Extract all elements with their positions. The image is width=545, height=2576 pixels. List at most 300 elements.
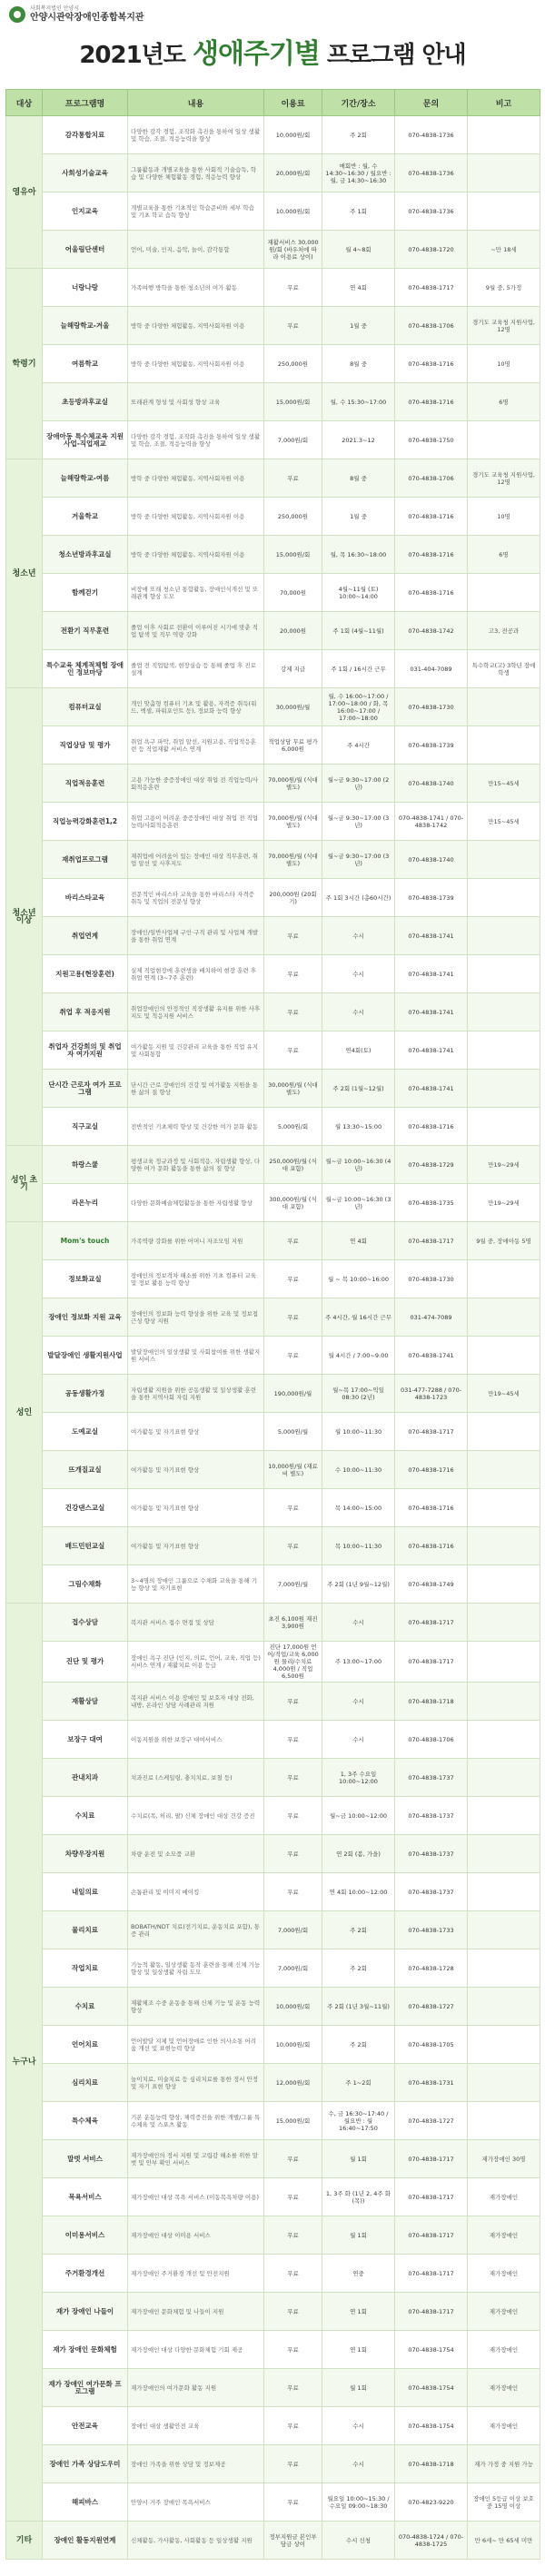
program-note [468, 841, 540, 879]
program-note: 재가장애인 [468, 2293, 540, 2331]
program-period: 주 1회 / 16시간 근무 [322, 650, 395, 688]
program-name: 언어치료 [43, 2026, 128, 2064]
program-note [468, 1108, 540, 1146]
header [0, 0, 545, 89]
table-row [6, 2064, 540, 2102]
table-row [6, 2140, 540, 2178]
program-name: 관내치과 [43, 1759, 128, 1797]
program-note: 경기도 교육청 지원사업, 12명 [468, 459, 540, 498]
table-row [6, 231, 540, 269]
program-name: 심리치료 [43, 2064, 128, 2102]
program-description: 발달장애인의 일상생활 및 사회참여를 위한 생활지원 서비스 [128, 1337, 264, 1375]
category-cell: 기타 [6, 2522, 43, 2560]
program-description: BOBATH/NDT 치료(전기치료, 운동치료 포함), 통증 관리 [128, 1911, 264, 1949]
program-fee: 30,000원/월 [264, 688, 322, 726]
program-name: 재가 장애인 여가문화 프로그램 [43, 2369, 128, 2407]
program-description: 비장애 또래 청소년 통합활동, 장애인식개선 및 또래관계 향상 도모 [128, 574, 264, 612]
program-period: 월~금 9:30~17:00 (3년) [322, 803, 395, 841]
program-contact: 070-4838-1741 / 070-4838-1742 [395, 803, 468, 841]
program-name: 발달장애인 생활지원사업 [43, 1337, 128, 1375]
program-description: 재가장애인 주거환경 개선 및 안전지원 [128, 2255, 264, 2293]
category-cell: 영유아 [6, 116, 43, 269]
program-name: 여름학교 [43, 345, 128, 383]
program-fee: 적업상담 무료 평가 6,000원 [264, 726, 322, 765]
table-row [6, 1184, 540, 1222]
program-fee: 200,000원 (20회기) [264, 879, 322, 917]
program-description: 언어발달 지체 및 언어장애로 인한 의사소통 어려움 개선 및 표현능력 향상 [128, 2026, 264, 2064]
program-contact: 070-4838-1750 [395, 421, 468, 459]
program-fee: 250,000원 [264, 498, 322, 536]
program-contact: 070-4838-1716 [395, 574, 468, 612]
program-name: 특수교육 체계적체험 장애인 정보마당 [43, 650, 128, 688]
program-description: 재취업에 어려움이 있는 장애인 대상 직무훈련, 취업 알선 및 사후지도 [128, 841, 264, 879]
program-period: 수시 [322, 993, 395, 1031]
org-subtitle: 사회복지법인 안양시 [30, 5, 80, 12]
table-row [6, 421, 540, 459]
program-contact: 070-4838-1741 [395, 1031, 468, 1070]
header-target: 대상 [6, 90, 43, 116]
program-contact: 070-4838-1731 [395, 2064, 468, 2102]
program-fee: 15,000원/회 [264, 536, 322, 574]
program-name: 사회성기술교육 [43, 154, 128, 192]
program-description: 장애인/일반사업체 구인·구직 관리 및 사업체 개발을 통한 취업 연계 [128, 917, 264, 955]
program-period: 주 2회 [322, 116, 395, 154]
program-period: 연 4회 10:00~12:00 [322, 1873, 395, 1911]
program-fee: 10,000원/회 [264, 2026, 322, 2064]
category-cell: 학령기 [6, 269, 43, 459]
program-name: 취업연계 [43, 917, 128, 955]
program-description: 취업 욕구 파악, 취업 알선, 지원고용, 직업적응훈련 등 직업재활 서비스 연계 [128, 726, 264, 765]
table-row [6, 1988, 540, 2026]
program-fee: 진단 17,000원 언어/직업/교육 6,000원 물리/수치료 4,000원 / 직업 6,500원 [264, 1642, 322, 1683]
program-contact: 070-4838-1739 [395, 879, 468, 917]
program-fee: 무료 [264, 1260, 322, 1298]
program-contact: 070-4838-1741 [395, 1337, 468, 1375]
program-name: Mom's touch [43, 1222, 128, 1260]
program-note [468, 1683, 540, 1721]
program-fee: 7,000원/회 [264, 1911, 322, 1949]
program-period: 월 4시간 / 7:00~9:00 [322, 1337, 395, 1375]
program-note [468, 1489, 540, 1527]
program-period: 주 13:00~17:00 [322, 1642, 395, 1683]
program-period: 월 4~8회 [322, 231, 395, 269]
program-note: 10명 [468, 345, 540, 383]
program-description: 취업 고용이 어려운 중증장애인 대상 취업 전 직업능력/사회적응훈련 [128, 803, 264, 841]
program-description: 고용 가능한 중증장애인 대상 취업 전 직업능력/사회적응훈련 [128, 765, 264, 803]
program-period: 수시 [322, 955, 395, 993]
program-period: 월 1회 [322, 2216, 395, 2255]
program-period: 연 4회 [322, 1222, 395, 1260]
program-fee: 무료 [264, 269, 322, 307]
program-period: 매회반 : 월, 수 14:30~16:30 / 월요반 : 월, 금 14:30~16:30 [322, 154, 395, 192]
program-contact: 070-4838-1730 [395, 1260, 468, 1298]
table-row [6, 1759, 540, 1797]
table-row [6, 1911, 540, 1949]
program-fee: 70,000원 [264, 574, 322, 612]
program-note: 만 6세~ 만 65세 미만 [468, 2522, 540, 2560]
program-period: 월~금 10:00~12:00 [322, 1797, 395, 1835]
table-row [6, 1375, 540, 1413]
program-description: 방학 중 다양한 체험활동, 지역사회자원 이용 [128, 459, 264, 498]
table-row [6, 765, 540, 803]
program-contact: 070-4838-1736 [395, 154, 468, 192]
program-period: 1, 3주 수요일 10:00~12:00 [322, 1759, 395, 1797]
table-row [6, 1797, 540, 1835]
program-period: 수시 [322, 1683, 395, 1721]
title-highlight: 생애주기별 [192, 38, 320, 70]
program-contact: 070-4838-1735 [395, 1184, 468, 1222]
program-contact: 070-4838-1749 [395, 1565, 468, 1604]
table-row [6, 269, 540, 307]
program-name: 직업상담 및 평가 [43, 726, 128, 765]
program-contact: 070-4838-1754 [395, 2331, 468, 2369]
program-period: 월~금 9:30~17:00 (3년) [322, 841, 395, 879]
program-fee: 무료 [264, 955, 322, 993]
program-fee: 무료 [264, 1721, 322, 1759]
program-name: 수치료 [43, 1988, 128, 2026]
program-note [468, 1721, 540, 1759]
program-contact: 070-4838-1741 [395, 1070, 468, 1108]
program-note: 6명 [468, 536, 540, 574]
table-row [6, 841, 540, 879]
program-contact: 070-4838-1717 [395, 2140, 468, 2178]
program-period: 주 4시간 [322, 726, 395, 765]
program-fee: 무료 [264, 2331, 322, 2369]
program-name: 지원고용(현장훈련) [43, 955, 128, 993]
program-name: 하랑스쿨 [43, 1146, 128, 1184]
program-fee: 12,000원/회 [264, 2064, 322, 2102]
program-fee: 30,000원/월 (식대 별도) [264, 1070, 322, 1108]
program-note [468, 993, 540, 1031]
program-period: 수시 [322, 1721, 395, 1759]
program-period: 주 2회 [322, 2026, 395, 2064]
table-row [6, 1873, 540, 1911]
program-name: 특수체육 [43, 2102, 128, 2140]
program-name: 진단 및 평가 [43, 1642, 128, 1683]
program-description: 방학 중 다양한 체험활동, 지역사회자원 이용 [128, 345, 264, 383]
program-contact: 070-4838-1717 [395, 1642, 468, 1683]
program-description: 재가장애인 대상 다양한 문화체험 기회 제공 [128, 2331, 264, 2369]
program-fee: 무료 [264, 1489, 322, 1527]
program-period: 주 2회 [322, 1949, 395, 1988]
program-fee: 무료 [264, 1337, 322, 1375]
program-contact: 070-4838-1739 [395, 726, 468, 765]
program-description: 놀이치료, 미술치료 등 심리치료를 통한 정서 안정 및 자기 표현 향상 [128, 2064, 264, 2102]
program-contact: 070-4838-1717 [395, 1222, 468, 1260]
program-note [468, 574, 540, 612]
program-contact: 070-4838-1754 [395, 2369, 468, 2407]
program-contact: 070-4838-1737 [395, 1873, 468, 1911]
program-period: 주 2회 (1년 9월~12월) [322, 1565, 395, 1604]
program-description: 여가활동 및 자기표현 향상 [128, 1413, 264, 1451]
program-description: 수치료(목, 허리, 팔) 신체 장애인 대상 건강 증진 [128, 1797, 264, 1835]
program-period: 주 2회 [322, 1911, 395, 1949]
program-contact: 070-4838-1741 [395, 917, 468, 955]
program-fee: 무료 [264, 917, 322, 955]
program-period: 월~금 10:00~16:30 (3년) [322, 1184, 395, 1222]
table-row [6, 1642, 540, 1683]
category-cell: 청소년 [6, 459, 43, 688]
program-name: 직업능력강화훈련1,2 [43, 803, 128, 841]
table-header-row [6, 90, 540, 116]
program-description: 여가활동 지원 및 건강관리 교육을 통한 직업 유지 및 사회통합 [128, 1031, 264, 1070]
program-name: 장애아동 특수체교육 지원사업-직업재교 [43, 421, 128, 459]
program-contact: 070-4838-1717 [395, 2255, 468, 2293]
program-note [468, 1988, 540, 2026]
program-note [468, 192, 540, 231]
program-name: 장애인 가족 상담도우미 [43, 2445, 128, 2483]
table-row [6, 917, 540, 955]
table-row [6, 726, 540, 765]
program-period: 월 1회 [322, 2369, 395, 2407]
program-note [468, 1451, 540, 1489]
program-fee: 정부지원금 본인부담금 상이 [264, 2522, 322, 2560]
program-period: 주 1회 (4월~11월) [322, 612, 395, 650]
program-description: 신체활동, 가사활동, 사회활동 등 일상생활 지원 [128, 2522, 264, 2560]
program-contact: 070-4838-1717 [395, 269, 468, 307]
table-row [6, 1413, 540, 1451]
program-period: 연4회(토) [322, 1031, 395, 1070]
program-description: 실제 직업현장에 훈련생을 배치하여 현장 훈련 후 취업 연계 (3~7주 훈련) [128, 955, 264, 993]
table-row [6, 192, 540, 231]
program-note: 재가장애인 [468, 2178, 540, 2216]
table-row [6, 1222, 540, 1260]
program-contact: 070-4838-1720 [395, 231, 468, 269]
program-name: 수치료 [43, 1797, 128, 1835]
header-contact: 문의 [395, 90, 468, 116]
program-period: 주 1~2회 [322, 2064, 395, 2102]
program-note: 경기도 교육청 지원사업, 12명 [468, 307, 540, 345]
header-fee: 이용료 [264, 90, 322, 116]
program-contact: 070-4838-1724 / 070-4838-1725 [395, 2522, 468, 2560]
program-note [468, 879, 540, 917]
program-name: 차량우장지원 [43, 1835, 128, 1873]
program-period: 연 2회 (봄, 가을) [322, 1835, 395, 1873]
program-fee: 10,000원/회 [264, 116, 322, 154]
table-row [6, 1031, 540, 1070]
program-contact: 070-4838-1717 [395, 1604, 468, 1642]
program-note [468, 1031, 540, 1070]
program-fee: 무료 [264, 307, 322, 345]
program-note: 만19~45세 [468, 1375, 540, 1413]
program-description: 또래관계 형성 및 사회성 향상 교육 [128, 383, 264, 421]
program-description: 장애인 욕구 진단 (인지, 의료, 언어, 교육, 직업 등) 서비스 연계 / 재활치료 이용 등급 [128, 1642, 264, 1683]
table-row [6, 498, 540, 536]
program-note [468, 1873, 540, 1911]
program-note [468, 1949, 540, 1988]
program-note [468, 2064, 540, 2102]
program-name: 초등방과후교실 [43, 383, 128, 421]
program-contact: 070-4838-1718 [395, 1683, 468, 1721]
program-contact: 070-4838-1737 [395, 1759, 468, 1797]
program-period: 연 4회 [322, 269, 395, 307]
program-description: 기본 운동능력 향상, 체력증진을 위한 개별/그룹 특수체육 및 스포츠 활동 [128, 2102, 264, 2140]
program-contact: 070-4838-1717 [395, 1413, 468, 1451]
program-period: 월~목 17:00~익일 08:30 (2년) [322, 1375, 395, 1413]
program-contact: 070-4838-1730 [395, 688, 468, 726]
table-row [6, 2293, 540, 2331]
page-title [0, 40, 545, 70]
program-name: 직업적응훈련 [43, 765, 128, 803]
program-fee: 무료 [264, 1797, 322, 1835]
program-fee: 20,000원/회 [264, 154, 322, 192]
program-contact: 070-4838-1717 [395, 2178, 468, 2216]
program-description: 차량 운전 및 소모품 교환 [128, 1835, 264, 1873]
program-contact: 070-4838-1727 [395, 2102, 468, 2140]
program-fee: 7,000원/월 [264, 1565, 322, 1604]
program-fee: 무료 [264, 2445, 322, 2483]
program-period: 1, 3주 화 (1년 2, 4주 화 (목)) [322, 2178, 395, 2216]
program-note: 만15~45세 [468, 803, 540, 841]
category-cell: 성인 초기 [6, 1146, 43, 1222]
program-note: 특수학교(고) 3학년 장애학생 [468, 650, 540, 688]
program-period: 월~금 10:00~16:30 (4년) [322, 1146, 395, 1184]
category-cell: 청소년 이상 [6, 688, 43, 1146]
program-fee: 70,000원/월 (식대 별도) [264, 765, 322, 803]
program-contact: 070-4838-1717 [395, 2216, 468, 2255]
program-description: 방학 중 다양한 체험활동, 지역사회자원 이용 [128, 536, 264, 574]
program-name: 늘해랑학교-여름 [43, 459, 128, 498]
table-row [6, 307, 540, 345]
table-row [6, 1108, 540, 1146]
table-row [6, 1451, 540, 1489]
program-name: 주거환경개선 [43, 2255, 128, 2293]
program-description: 복지관 서비스 이용 장애인 및 보호자 대상 전화, 내방, 온라인 상담 사례관리 지원 [128, 1683, 264, 1721]
table-row [6, 1070, 540, 1108]
program-name: 배드민턴교실 [43, 1527, 128, 1565]
program-fee: 10,000원/회 [264, 1988, 322, 2026]
program-name: 취업 후 적응지원 [43, 993, 128, 1031]
program-note: 재가장애인 [468, 2255, 540, 2293]
program-note [468, 1835, 540, 1873]
program-contact: 070-4838-1716 [395, 498, 468, 536]
program-fee: 재활서비스 30,000원/회 (바우처에 따라 이용료 상이) [264, 231, 322, 269]
header-note: 비고 [468, 90, 540, 116]
program-contact: 070-4838-1718 [395, 2445, 468, 2483]
program-fee: 무료 [264, 459, 322, 498]
program-note [468, 955, 540, 993]
program-fee: 190,000원/월 [264, 1375, 322, 1413]
program-contact: 070-4838-1728 [395, 1949, 468, 1988]
program-contact: 070-4838-1706 [395, 1721, 468, 1759]
program-name: 겨울학교 [43, 498, 128, 536]
program-contact: 070-4823-9220 [395, 2483, 468, 2522]
program-note [468, 726, 540, 765]
program-note: 고3, 전공과 [468, 612, 540, 650]
program-note [468, 1565, 540, 1604]
program-description: 재활체조 수중 운동을 통해 신체 기능 및 운동 능력 향상 [128, 1988, 264, 2026]
program-name: 장애인 정보화 지원 교육 [43, 1298, 128, 1337]
program-name: 재취업프로그램 [43, 841, 128, 879]
table-row [6, 612, 540, 650]
program-description: 방학 중 다양한 체험활동, 지역사회자원 이용 [128, 307, 264, 345]
program-fee: 20,000원 [264, 612, 322, 650]
table-row [6, 1683, 540, 1721]
program-contact: 070-4838-1729 [395, 1146, 468, 1184]
program-period: 월 13:30~15:00 [322, 1108, 395, 1146]
program-fee: 250,000원 [264, 345, 322, 383]
table-row [6, 154, 540, 192]
program-period: 수시 [322, 917, 395, 955]
program-name: 감각통합치료 [43, 116, 128, 154]
program-fee: 10,000원/회 [264, 192, 322, 231]
program-note [468, 154, 540, 192]
program-name: 작업치료 [43, 1949, 128, 1988]
program-period: 월 ~ 목 10:00~16:00 [322, 1260, 395, 1298]
program-fee: 무료 [264, 2369, 322, 2407]
program-name: 너랑나랑 [43, 269, 128, 307]
table-row [6, 1604, 540, 1642]
title-prefix: 2021년도 [79, 42, 193, 69]
program-period: 수시 신청 [322, 2522, 395, 2560]
program-fee: 7,000원/회 [264, 1949, 322, 1988]
program-name: 목욕서비스 [43, 2178, 128, 2216]
program-name: 재가 장애인 문화체험 [43, 2331, 128, 2369]
program-fee: 5,000원/월 [264, 1413, 322, 1451]
program-fee: 무료 [264, 1031, 322, 1070]
header-program: 프로그램명 [43, 90, 128, 116]
program-contact: 070-4838-1706 [395, 307, 468, 345]
program-name: 보장구 대여 [43, 1721, 128, 1759]
program-note: 10명 [468, 498, 540, 536]
program-description: 여가활동 및 자기표현 향상 [128, 1489, 264, 1527]
program-contact: 070-4838-1727 [395, 1988, 468, 2026]
program-period: 1월 중 [322, 498, 395, 536]
program-description: 재가장애인 문화체험 및 나들이 지원 [128, 2293, 264, 2331]
program-note: 재가장애인 [468, 2331, 540, 2369]
program-fee: 무료 [264, 2293, 322, 2331]
category-cell: 누구나 [6, 1604, 43, 2522]
program-fee: 무료 [264, 2216, 322, 2255]
header-content: 내용 [128, 90, 264, 116]
table-row [6, 345, 540, 383]
program-fee: 무료 [264, 2178, 322, 2216]
program-name: 재활상담 [43, 1683, 128, 1721]
program-period: 2021.3~12 [322, 421, 395, 459]
program-name: 인지교육 [43, 192, 128, 231]
program-period: 목 14:00~15:00 [322, 1489, 395, 1527]
header-period: 기간/장소 [322, 90, 395, 116]
program-contact: 070-4838-1716 [395, 536, 468, 574]
program-period: 4월~11월 (토) 10:00~14:00 [322, 574, 395, 612]
program-description: 졸업 이후 사회로 전환이 이루어진 시기에 맞춘 직업 탐색 및 직무 역량 강화 [128, 612, 264, 650]
program-description: 안양시 거주 장애인 목욕서비스 [128, 2483, 264, 2522]
program-name: 정보화교실 [43, 1260, 128, 1298]
program-period: 월 1회 [322, 2140, 395, 2178]
program-note [468, 1911, 540, 1949]
program-note: ~만 18세 [468, 231, 540, 269]
program-note [468, 1759, 540, 1797]
program-description: 여가활동 및 자기표현 향상 [128, 1451, 264, 1489]
program-description: 취업장애인의 안정적인 직장생활 유지를 위한 사후지도 및 적응지원 서비스 [128, 993, 264, 1031]
program-description: 재가장애인의 정서 지원 및 고립감 해소를 위한 말벗 및 안부 확인 서비스 [128, 2140, 264, 2178]
program-period: 월, 수 15:30~17:00 [322, 383, 395, 421]
program-fee: 무료 [264, 2255, 322, 2293]
program-contact: 031-404-7089 [395, 650, 468, 688]
program-description: 그룹활동과 개별교육을 통한 사회적 기술습득, 학습 및 다양한 체험활동 경험, 적응능력 향상 [128, 154, 264, 192]
program-name: 이미용서비스 [43, 2216, 128, 2255]
program-contact: 070-4838-1754 [395, 2407, 468, 2445]
program-note: 만15~45세 [468, 765, 540, 803]
program-period: 주 1회 3시간 (총60시간) [322, 879, 395, 917]
program-contact: 031-477-7288 / 070-4838-1723 [395, 1375, 468, 1413]
program-period: 월, 수 16:00~17:00 / 17:00~18:00 / 화, 목 16:00~17:00 / 17:00~18:00 [322, 688, 395, 726]
program-contact: 070-4838-1716 [395, 383, 468, 421]
program-contact: 070-4838-1705 [395, 2026, 468, 2064]
program-name: 안전교육 [43, 2407, 128, 2445]
program-name: 취업자 건강회의 및 취업자 여가지원 [43, 1031, 128, 1070]
program-period: 연중 [322, 2255, 395, 2293]
